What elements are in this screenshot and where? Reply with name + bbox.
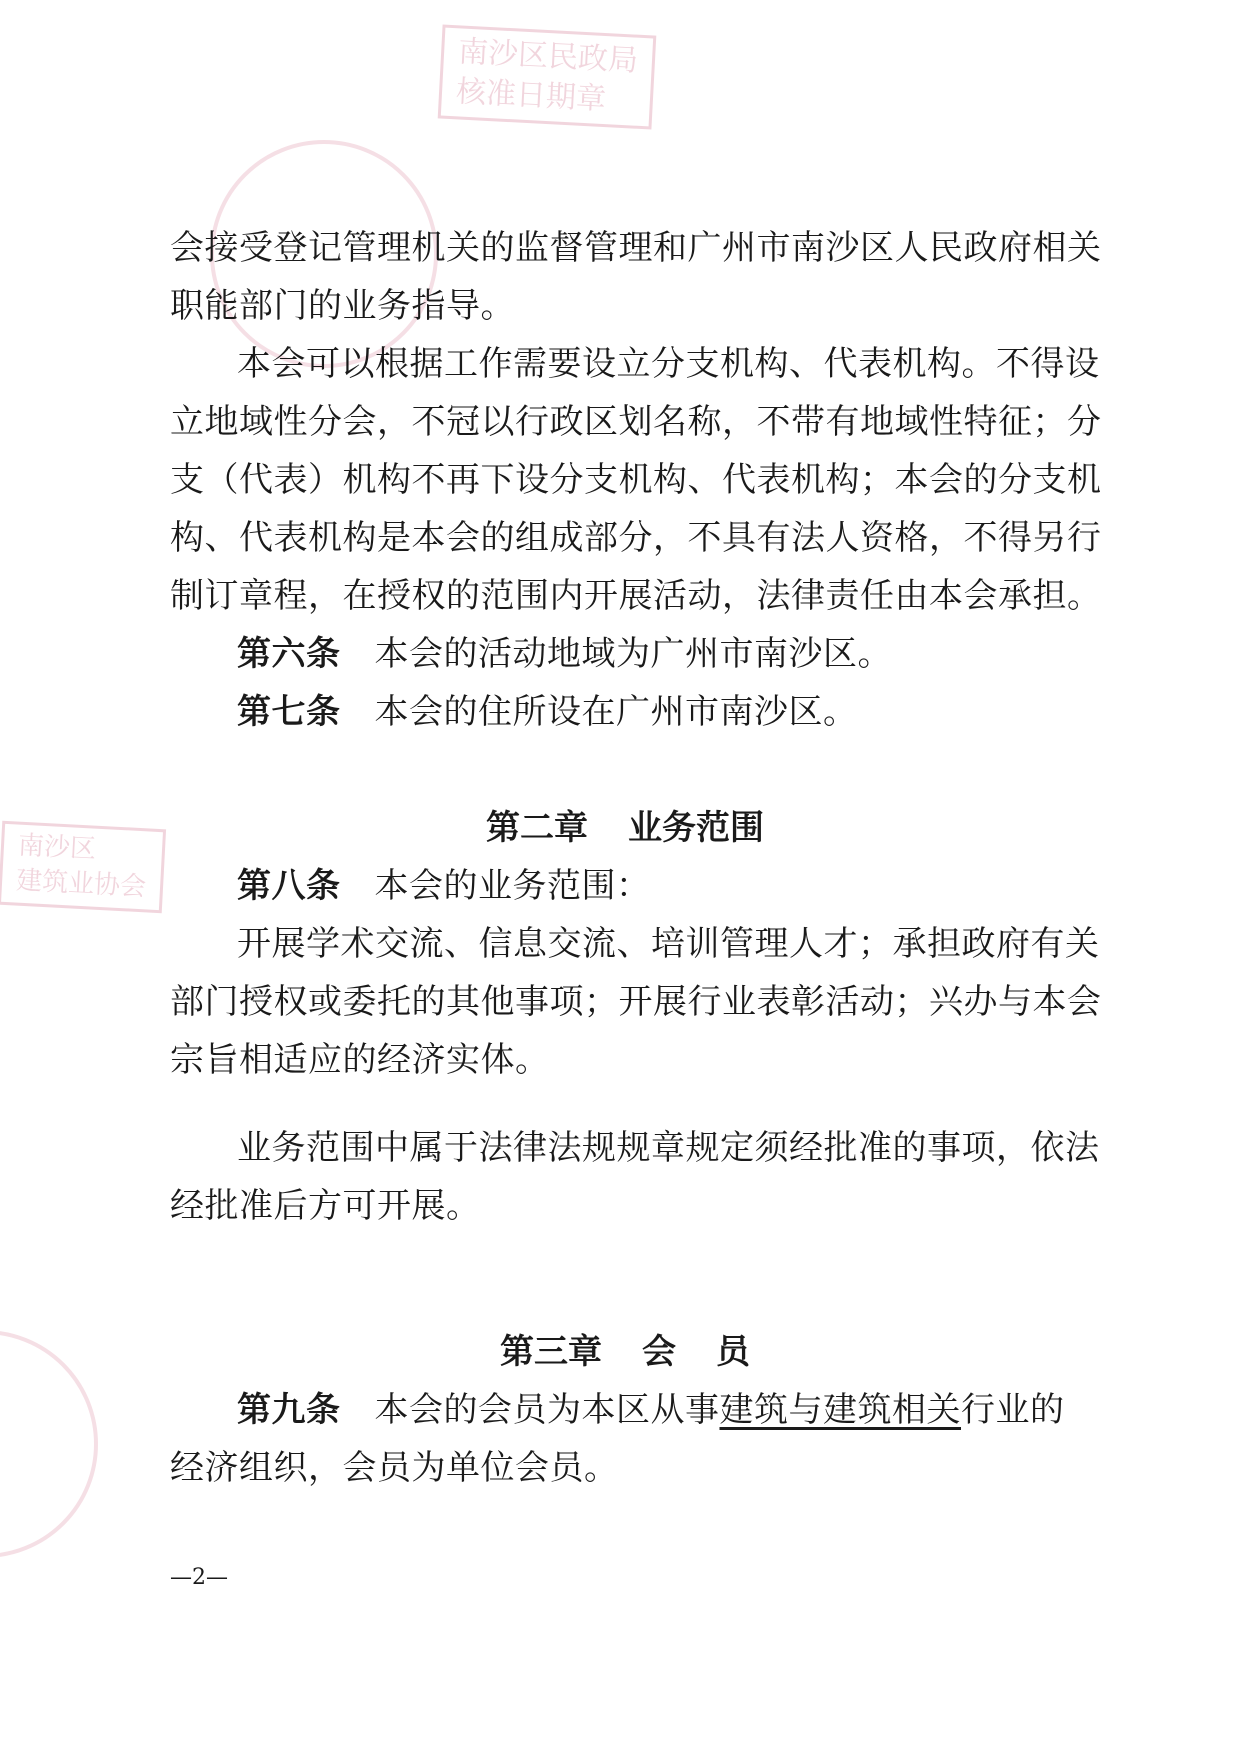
seal-circle-bottom <box>0 1330 98 1558</box>
article-7 <box>237 692 1080 732</box>
top-approval-stamp <box>438 24 657 129</box>
stamp-line: 南沙区民政局 <box>457 34 639 79</box>
p2-line-4: 构、代表机构是本会的组成部分，不具有法人资格，不得另行 <box>170 518 1102 558</box>
article-6 <box>237 634 1080 674</box>
chapter-2-title: 业务范围 <box>628 808 764 848</box>
chapter-3-heading <box>170 1332 1080 1372</box>
p2-line-5: 制订章程，在授权的范围内开展活动，法律责任由本会承担。 <box>170 576 1102 616</box>
p2-line-2: 立地域性分会，不冠以行政区划名称，不带有地域性特征；分 <box>170 402 1102 442</box>
article-8-text: 本会的业务范围： <box>374 866 651 906</box>
chapter-3-title-2: 员 <box>716 1332 750 1372</box>
article-9-label: 第九条 <box>237 1390 341 1430</box>
chapter-3-number: 第三章 <box>500 1332 602 1372</box>
p5-line-2: 经济组织，会员为单位会员。 <box>170 1448 619 1488</box>
p3-line-1: 开展学术交流、信息交流、培训管理人才；承担政府有关 <box>237 924 1100 964</box>
p2-line-1: 本会可以根据工作需要设立分支机构、代表机构。不得设 <box>237 344 1100 384</box>
p2-line-3: 支（代表）机构不再下设分支机构、代表机构；本会的分支机 <box>170 460 1102 500</box>
article-9-text-pre: 本会的会员为本区从事 <box>374 1390 720 1430</box>
article-8-label: 第八条 <box>237 866 341 906</box>
left-approval-stamp <box>0 821 166 914</box>
article-6-label: 第六条 <box>237 634 341 674</box>
chapter-3-title-1: 会 <box>642 1332 676 1372</box>
article-8 <box>237 866 1080 906</box>
p3-line-2: 部门授权或委托的其他事项；开展行业表彰活动；兴办与本会 <box>170 982 1102 1022</box>
article-9 <box>237 1390 1080 1430</box>
article-6-text: 本会的活动地域为广州市南沙区。 <box>374 634 892 674</box>
article-7-label: 第七条 <box>237 692 341 732</box>
stamp-line: 南沙区 <box>17 830 97 865</box>
chapter-2-number: 第二章 <box>486 808 588 848</box>
article-9-text-post: 行业的 <box>961 1390 1065 1430</box>
page-number: —2— <box>170 1565 228 1590</box>
article-9-underlined-industry: 建筑与建筑相关 <box>719 1390 961 1430</box>
chapter-2-heading <box>170 808 1080 848</box>
p1-line-2: 职能部门的业务指导。 <box>170 286 515 326</box>
stamp-line: 建筑业协会 <box>15 865 147 903</box>
p4-line-1: 业务范围中属于法律法规规章规定须经批准的事项，依法 <box>237 1128 1100 1168</box>
article-7-text: 本会的住所设在广州市南沙区。 <box>374 692 858 732</box>
stamp-line: 核准日期章 <box>455 74 607 118</box>
p1-line-1: 会接受登记管理机关的监督管理和广州市南沙区人民政府相关 <box>170 228 1102 268</box>
p3-line-3: 宗旨相适应的经济实体。 <box>170 1040 550 1080</box>
p4-line-2: 经批准后方可开展。 <box>170 1186 481 1226</box>
